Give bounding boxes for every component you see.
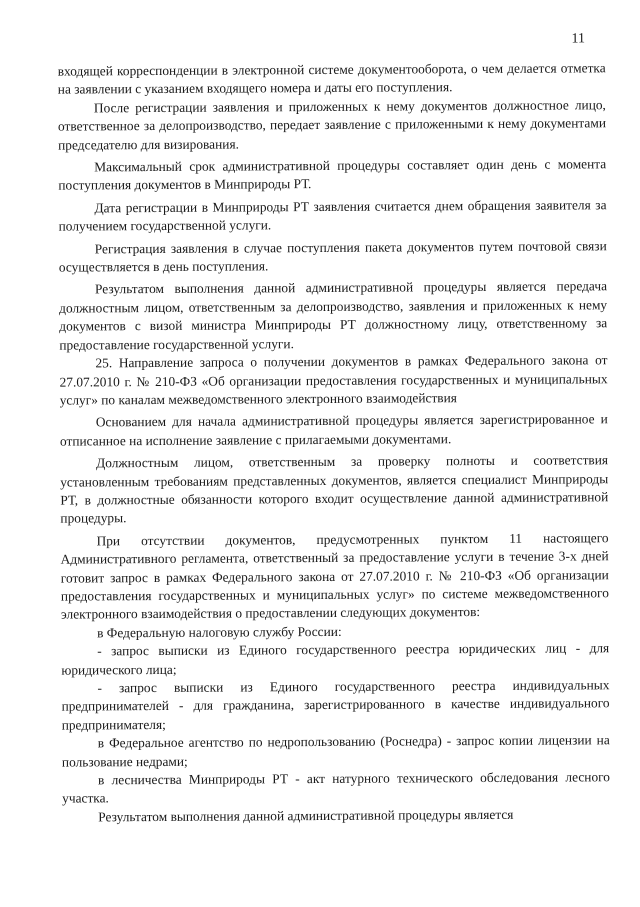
page-number: 11 [571,31,586,47]
paragraph: Дата регистрации в Минприроды РТ заявления считается днем обращения заявителя за получением государственной услуги. [58,197,607,234]
paragraph: Должностным лицом, ответственным за проверку полноты и соответствия установленным требованиям представленных документов, является специалист Минприроды РТ, в должностные обязанности которого входит осуществление данной административной процедуры. [60,452,609,526]
list-item: в лесничества Минприроды РТ - акт натурного технического обследования лесного участка. [62,769,611,807]
paragraph: Результатом выполнения данной административной процедуры является передача должностным лицом, ответственным за делопроизводство, заявления и приложенных к нему документов с визой министра Минприроды РТ должностному лицу, ответственному за предоставление государственной услуги. [59,278,608,353]
paragraph: Основанием для начала административной процедуры является зарегистрированное и отписанное на исполнение заявление с прилагаемыми документами. [59,411,608,449]
list-item: - запрос выписки из Единого государственного реестра индивидуальных предпринимателей - для гражданина, зарегистрированного в качестве индивидуального предпринимателя; [61,677,610,733]
list-item: в Федеральную налоговую службу России: [97,623,342,641]
paragraph: После регистрации заявления и приложенных к нему документов должностное лицо, ответственное за делопроизводство, передает заявление с приложенными к нему документами председателю для визирования. [57,97,607,153]
paragraph: Результатом выполнения данной административной процедуры является [98,806,514,825]
paragraph: При отсутствии документов, предусмотренных пунктом 11 настоящего Административного регламента, ответственный за предоставление услуги в течение 3-х дней готовит запрос в рамках Федерального закона от 27.07.2010 г. № 210-ФЗ «Об организации предоставления государственных и муниципальных услуг» по системе межведомственного электронного взаимодействия о предоставлении следующих документов: [60,529,609,622]
section-heading: 25. Направление запроса о получении документов в рамках Федерального закона от 27.07.2010 г. № 210-ФЗ «Об организации предоставления государственных и муниципальных услуг» по каналам межведомственного электронного взаимодействия [59,352,608,408]
paragraph: Регистрация заявления в случае поступления пакета документов путем почтовой связи осуществляется в день поступления. [58,237,607,275]
list-item: в Федеральное агентство по недропользованию (Роснедра) - запрос копии лицензии на пользование недрами; [61,732,610,770]
paragraph: Максимальный срок административной процедуры составляет один день с момента поступления документов в Минприроды РТ. [58,156,607,194]
list-item: - запрос выписки из Единого государственного реестра юридических лиц - для юридического лица; [61,640,610,678]
paragraph: входящей корреспонденции в электронной системе документооборота, о чем делается отметка на заявлении с указанием входящего номера и даты его поступления. [57,60,606,98]
document-body [58,59,611,827]
